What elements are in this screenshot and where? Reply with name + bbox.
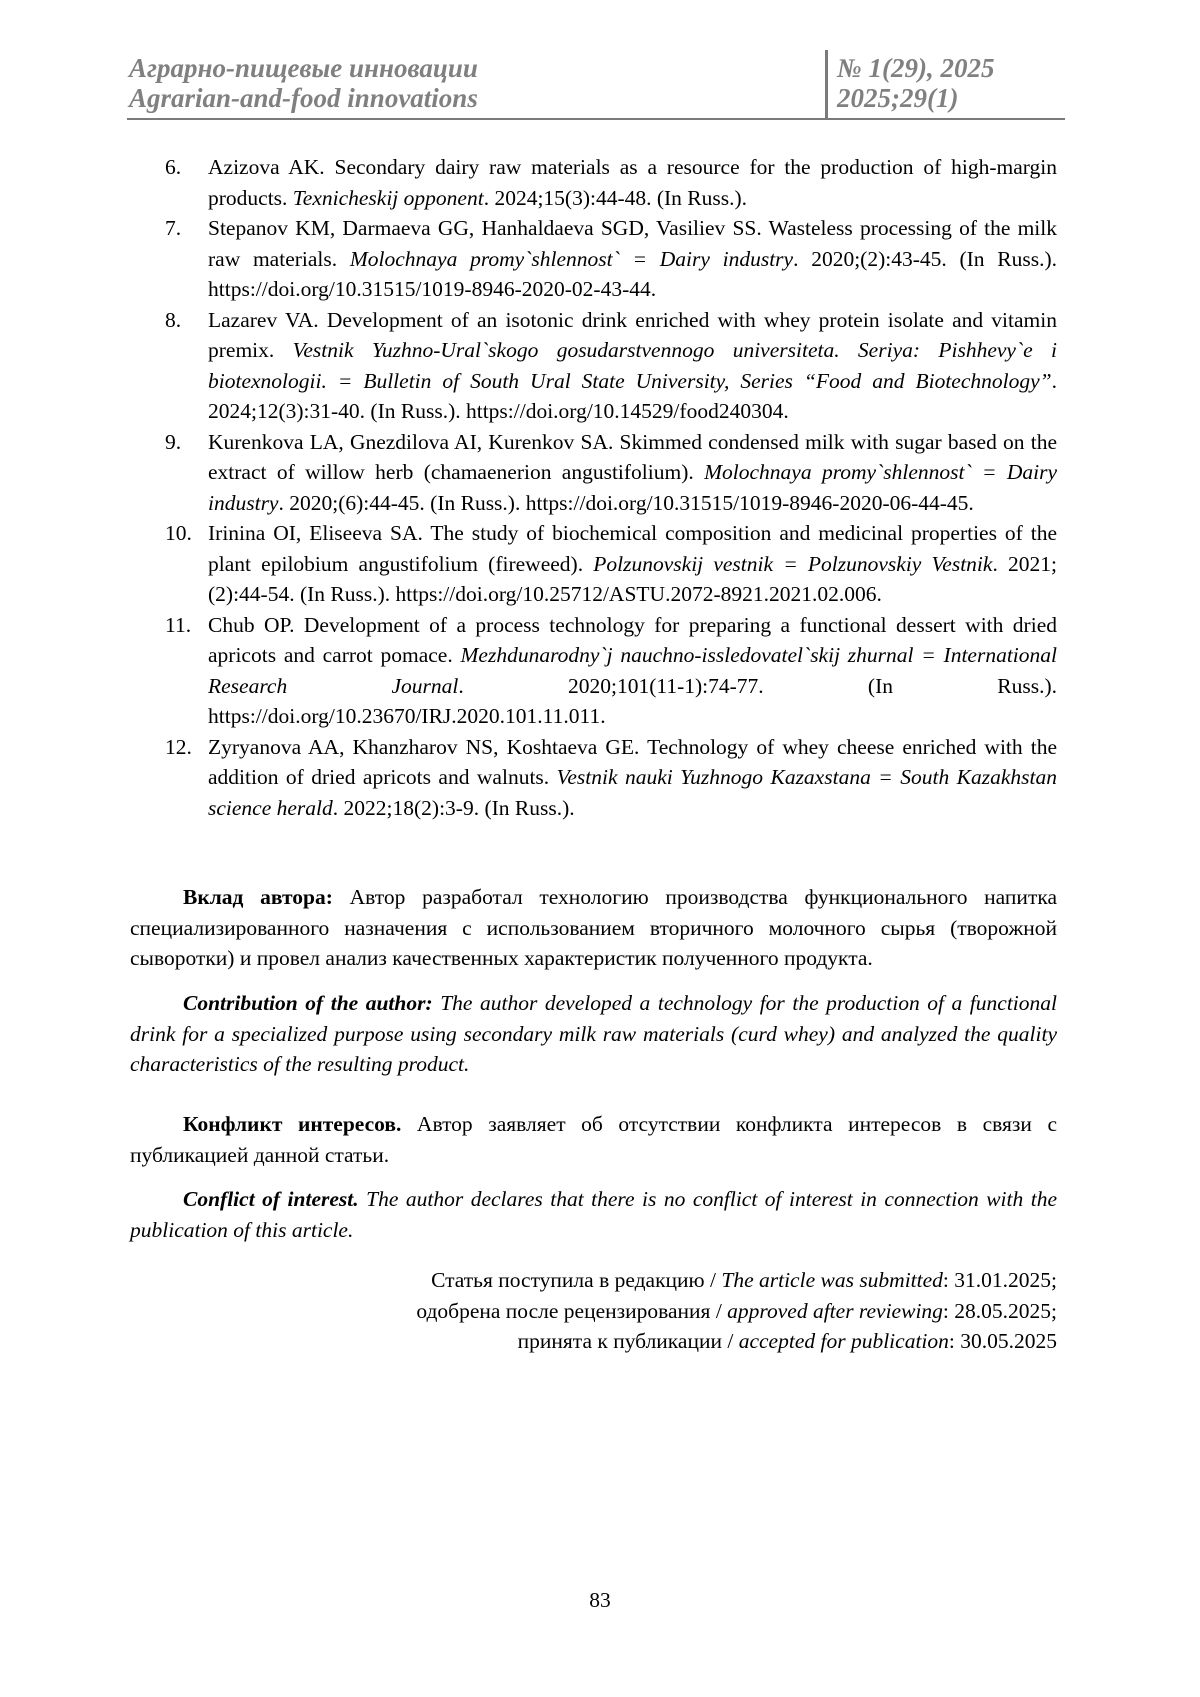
reference-details: . 2022;18(2):3-9. (In Russ.). xyxy=(332,795,575,820)
contribution-ru-label: Вклад автора: xyxy=(183,885,333,909)
conflict-en-text: The author declares that there is no conflict of interest in connection with the publication of this article. xyxy=(130,1187,1058,1242)
reference-authors-title: Kurenkova LA, Gnezdilova AI, Kurenkov SA. Skimmed condensed milk with sugar based on the extract of willow herb (chamaenerion angustifolium). xyxy=(208,429,1057,484)
reference-authors-title: Stepanov KM, Darmaeva GG, Hanhaldaeva SGD, Vasiliev SS. Wasteless processing of the milk raw materials. xyxy=(208,216,1057,271)
date-accepted xyxy=(257,1326,1057,1357)
reference-journal: Molochnaya promy`shlennost` = Dairy industry xyxy=(349,246,794,271)
reference-details: . 2021;(2):44-54. (In Russ.). https://doi.org/10.25712/ASTU.2072-8921.2021.02.006. xyxy=(208,551,1057,606)
contribution-en-text: The author developed a technology for the production of a functional drink for a specialized purpose using secondary milk raw materials (curd whey) and analyzed the quality characteristics of the resulting product. xyxy=(130,991,1057,1076)
reference-item xyxy=(165,610,1057,732)
journal-title-en: Agrarian-and-food innovations xyxy=(129,83,478,113)
running-header xyxy=(127,50,1065,120)
reference-journal: Vestnik nauki Yuzhnogo Kazaxstana = South Kazakhstan science herald xyxy=(208,765,1057,820)
issue-ru: № 1(29), 2025 xyxy=(837,53,995,83)
reference-item xyxy=(165,152,1057,213)
journal-title-ru: Аграрно-пищевые инновации xyxy=(129,53,478,83)
reference-number: 6. xyxy=(165,155,182,179)
issue-en: 2025;29(1) xyxy=(837,83,959,113)
conflict-ru-label: Конфликт интересов. xyxy=(183,1112,402,1136)
reference-authors-title: Irinina OI, Eliseeva SA. The study of biochemical composition and medicinal properties of the plant epilobium angustifolium (fireweed). xyxy=(208,521,1057,576)
article-dates xyxy=(257,1265,1057,1357)
date-value: : 28.05.2025; xyxy=(942,1298,1057,1323)
contribution-en xyxy=(130,988,1057,1080)
date-value: : 31.01.2025; xyxy=(942,1268,1057,1292)
reference-item xyxy=(165,427,1057,519)
contribution-ru-text: Автор разработал технологию производства функционального напитка специализированного назначения с использованием вторичного молочного сырья (творожной сыворотки) и провел анализ качественных характеристик полученного продукта. xyxy=(130,885,1057,970)
date-label-ru: принята к публикации / xyxy=(517,1329,739,1353)
header-divider xyxy=(825,50,828,118)
date-label-ru: одобрена после рецензирования / xyxy=(416,1298,728,1323)
date-label-en: The article was submitted xyxy=(721,1268,943,1292)
reference-journal: Polzunovskij vestnik = Polzunovskiy Vestnik xyxy=(593,551,993,576)
date-label-en: accepted for publication xyxy=(738,1329,949,1353)
contribution-en-label: Contribution of the author: xyxy=(183,991,433,1015)
reference-authors-title: Lazarev VA. Development of an isotonic drink enriched with whey protein isolate and vitamin premix. xyxy=(208,307,1057,362)
reference-item xyxy=(165,732,1057,824)
reference-authors-title: Zyryanova AA, Khanzharov NS, Koshtaeva GE. Technology of whey cheese enriched with the addition of dried apricots and walnuts. xyxy=(208,734,1057,789)
date-submitted xyxy=(257,1265,1057,1296)
reference-details: . 2024;15(3):44-48. (In Russ.). xyxy=(483,185,748,210)
date-approved xyxy=(257,1296,1057,1327)
reference-journal: Molochnaya promy`shlennost` = Dairy industry xyxy=(208,460,1057,515)
reference-number: 7. xyxy=(165,216,182,240)
conflict-ru-text: Автор заявляет об отсутствии конфликта интересов в связи с публикацией данной статьи. xyxy=(130,1112,1057,1167)
reference-journal: Mezhdunarodny`j nauchno-issledovatel`skij zhurnal = International Research Journal xyxy=(208,643,1057,698)
reference-number: 9. xyxy=(165,429,182,454)
date-label-ru: Статья поступила в редакцию / xyxy=(431,1268,722,1292)
reference-journal: Vestnik Yuzhno-Ural`skogo gosudarstvennogo universiteta. Seriya: Pishhevy`e i biotexnologii. = Bulletin of South Ural State University, Series “Food and Biotechnology” xyxy=(208,338,1058,393)
contribution-ru xyxy=(130,882,1057,974)
reference-number: 10. xyxy=(165,521,192,545)
page-number: 83 xyxy=(589,1588,611,1612)
date-value: : 30.05.2025 xyxy=(948,1329,1057,1353)
reference-item xyxy=(165,518,1057,610)
issue-info xyxy=(837,53,1067,113)
conflict-ru xyxy=(130,1109,1057,1170)
reference-number: 11. xyxy=(165,612,192,637)
reference-authors-title: Chub OP. Development of a process technology for preparing a functional dessert with dried apricots and carrot pomace. xyxy=(208,612,1057,667)
reference-list xyxy=(165,152,1057,823)
reference-details: . 2020;(2):43-45. (In Russ.). https://doi.org/10.31515/1019-8946-2020-02-43-44. xyxy=(208,246,1058,301)
journal-title xyxy=(129,53,829,113)
reference-item xyxy=(165,305,1057,427)
reference-number: 8. xyxy=(165,307,182,332)
reference-details: . 2020;101(11-1):74-77. (In Russ.). https://doi.org/10.23670/IRJ.2020.101.11.011. xyxy=(208,673,1057,728)
reference-journal: Texnicheskij opponent xyxy=(292,185,484,210)
reference-authors-title: Azizova AK. Secondary dairy raw materials as a resource for the production of high-margin products. xyxy=(208,155,1057,210)
reference-details: . 2024;12(3):31-40. (In Russ.). https://doi.org/10.14529/food240304. xyxy=(208,368,1057,423)
conflict-en xyxy=(130,1184,1057,1245)
date-label-en: approved after reviewing xyxy=(727,1298,943,1323)
reference-details: . 2020;(6):44-45. (In Russ.). https://doi.org/10.31515/1019-8946-2020-06-44-45. xyxy=(278,490,974,515)
reference-item xyxy=(165,213,1057,305)
reference-number: 12. xyxy=(165,734,192,759)
conflict-en-label: Conflict of interest. xyxy=(183,1187,359,1211)
